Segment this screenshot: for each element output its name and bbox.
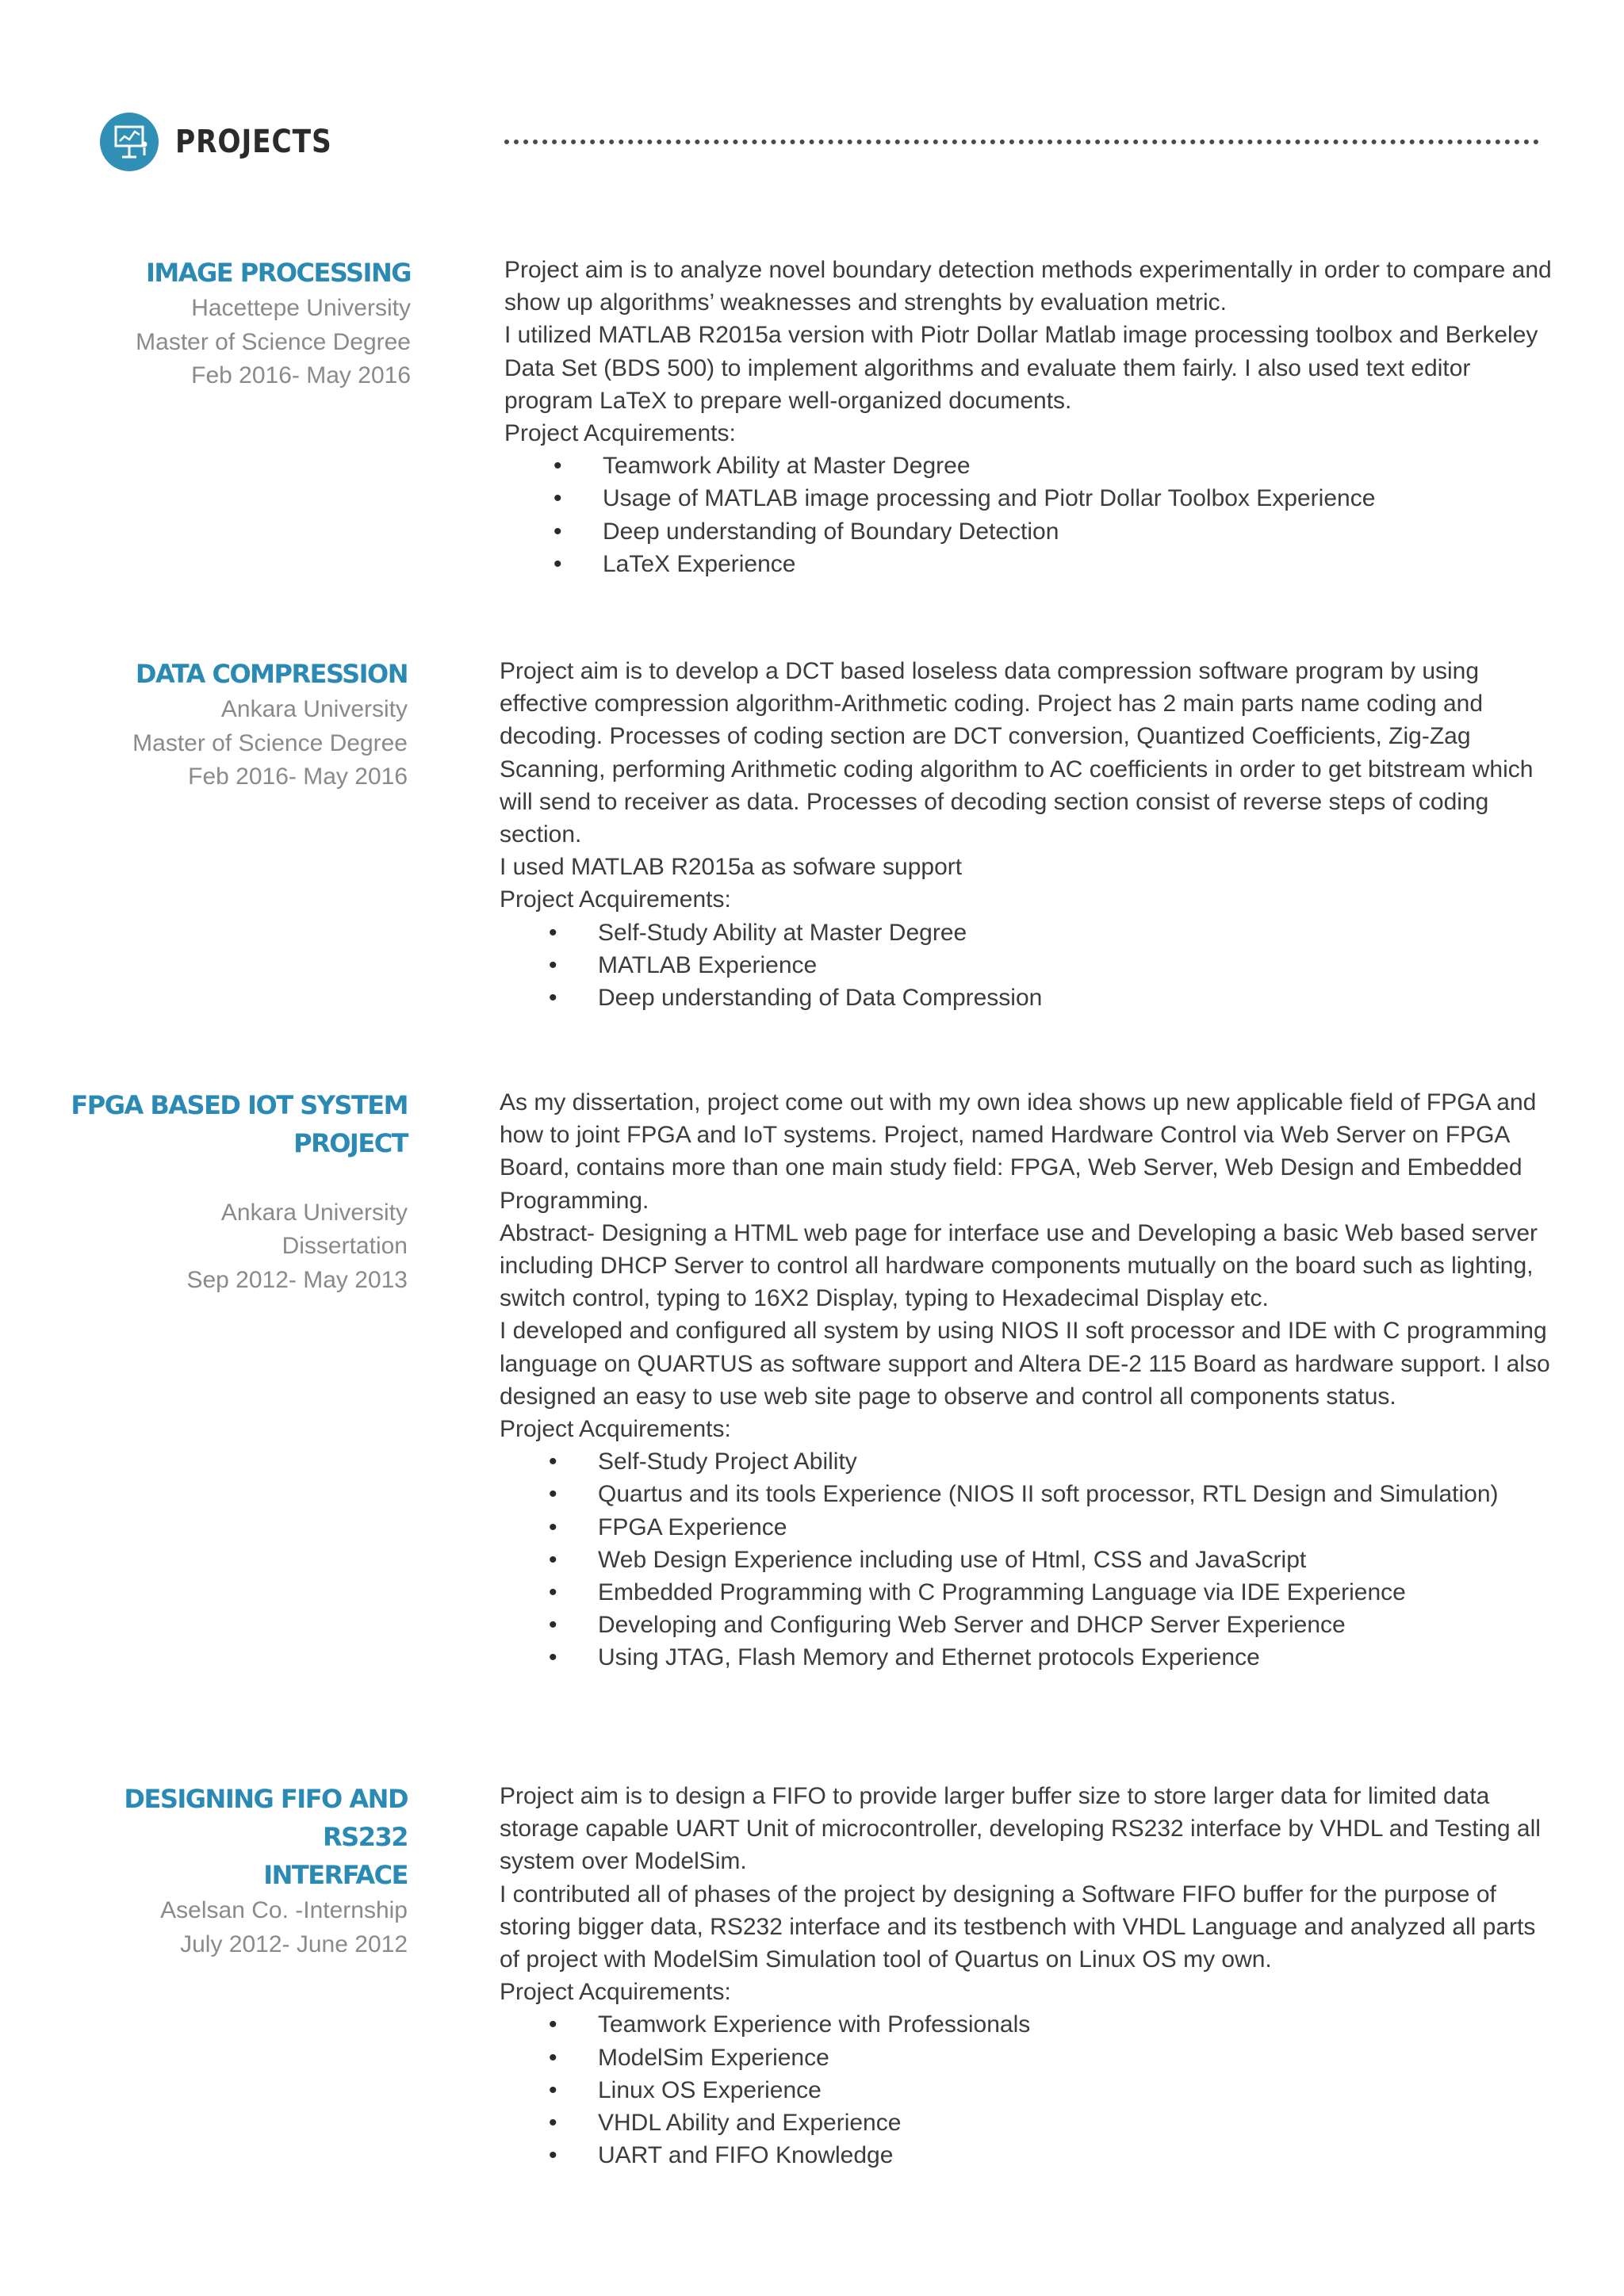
project-paragraph: Project aim is to analyze novel boundary detection methods experimentally in order to compare and show up algorithms’ weaknesses and strenghts by evaluation metric. <box>504 257 1552 316</box>
spacer <box>0 1162 408 1196</box>
list-item: • Usage of MATLAB image processing and Piotr Dollar Toolbox Experience <box>504 482 1559 515</box>
project-paragraph: Project aim is to develop a DCT based loseless data compression software program by using effective compression algorithm-Arithmetic coding. Project has 2 main parts name coding and decoding. Processes of coding section are DCT conversion, Quantized Coefficients, Zig-Zag Scanning, performing Arithmetic coding algorithm to AC coefficients in order to get bitstream which will send to receiver as data. Processes of decoding section consist of reverse steps of coding section. <box>500 658 1534 848</box>
acquirements-list <box>500 2008 1554 2172</box>
project-title: FPGA BASED IOT SYSTEM PROJECT <box>71 1090 408 1158</box>
project-description <box>504 254 1559 580</box>
project-dates: Feb 2016- May 2016 <box>188 763 408 790</box>
project-paragraph: Project aim is to design a FIFO to provide larger buffer size to store larger data for limited data storage capable UART Unit of microcontroller, developing RS232 interface by VHDL and Testing all system over ModelSim. <box>500 1783 1541 1875</box>
project-degree: Master of Science Degree <box>132 729 408 756</box>
project-sidebar <box>59 1780 408 1961</box>
list-item: • VHDL Ability and Experience <box>500 2107 1554 2139</box>
list-item: • Teamwork Ability at Master Degree <box>504 450 1559 482</box>
project-sidebar <box>59 655 408 794</box>
acquirements-list <box>500 1445 1554 1674</box>
project-title-line-1: DESIGNING FIFO AND RS232 <box>124 1784 408 1852</box>
project-title-line-2: INTERFACE <box>263 1860 408 1890</box>
project-dates: Feb 2016- May 2016 <box>191 362 411 389</box>
project-paragraph: Project Acquirements: <box>500 1979 731 2006</box>
acquirements-list <box>504 450 1559 580</box>
project-paragraph: Project Acquirements: <box>500 886 731 913</box>
list-item: • Teamwork Experience with Professionals <box>500 2008 1554 2041</box>
list-item: • ModelSim Experience <box>500 2042 1554 2074</box>
project-degree: Master of Science Degree <box>136 328 411 355</box>
project-paragraph: I used MATLAB R2015a as sofware support <box>500 854 963 881</box>
list-item: • Deep understanding of Data Compression <box>500 982 1554 1014</box>
project-title: DATA COMPRESSION <box>135 659 408 689</box>
section-header <box>100 113 1543 176</box>
project-title: IMAGE PROCESSING <box>145 258 411 288</box>
project-paragraph: Project Acquirements: <box>504 420 736 447</box>
list-item: • FPGA Experience <box>500 1511 1554 1544</box>
acquirements-list <box>500 916 1554 1015</box>
list-item: • UART and FIFO Knowledge <box>500 2139 1554 2172</box>
project-paragraph: I developed and configured all system by using NIOS II soft processor and IDE with C programming language on QUARTUS as software support and Altera DE-2 115 Board as hardware support. I also designed an easy to use web site page to observe and control all components status. <box>500 1318 1550 1410</box>
list-item: • Self-Study Project Ability <box>500 1445 1554 1478</box>
project-institution: Ankara University <box>220 696 408 722</box>
project-dates: Sep 2012- May 2013 <box>186 1266 408 1293</box>
list-item: • Developing and Configuring Web Server and DHCP Server Experience <box>500 1609 1554 1641</box>
list-item: • Embedded Programming with C Programming Language via IDE Experience <box>500 1576 1554 1609</box>
list-item: • Web Design Experience including use of Html, CSS and JavaScript <box>500 1544 1554 1576</box>
project-degree: Dissertation <box>282 1233 408 1260</box>
project-dates: July 2012- June 2012 <box>180 1931 408 1957</box>
project-paragraph: I utilized MATLAB R2015a version with Piotr Dollar Matlab image processing toolbox and Berkeley Data Set (BDS 500) to implement algorithms and evaluate them fairly. I also used text editor program LaTeX to prepare well-organized documents. <box>504 322 1538 414</box>
project-sidebar <box>0 1086 408 1297</box>
dotted-divider <box>504 140 1539 144</box>
project-paragraph: I contributed all of phases of the project by designing a Software FIFO buffer for the purpose of storing bigger data, RS232 interface and its testbench with VHDL Language and analyzed all parts of project with ModelSim Simulation tool of Quartus on Linux OS my own. <box>500 1881 1536 1973</box>
presentation-board-icon <box>100 113 159 171</box>
list-item: • Linux OS Experience <box>500 2074 1554 2107</box>
project-paragraph: As my dissertation, project come out with my own idea shows up new applicable field of FPGA and how to joint FPGA and IoT systems. Project, named Hardware Control via Web Server on FPGA Board, contains more than one main study field: FPGA, Web Server, Web Design and Embedded Programming. <box>500 1089 1537 1214</box>
project-description <box>500 1086 1554 1674</box>
list-item: • Quartus and its tools Experience (NIOS II soft processor, RTL Design and Simulation) <box>500 1478 1554 1510</box>
project-description <box>500 1780 1554 2172</box>
list-item: • LaTeX Experience <box>504 548 1559 580</box>
project-institution: Aselsan Co. -Internship <box>160 1897 408 1923</box>
list-item: • Deep understanding of Boundary Detection <box>504 515 1559 548</box>
project-institution: Ankara University <box>220 1199 408 1226</box>
section-title: PROJECTS <box>175 124 332 160</box>
project-description <box>500 655 1554 1014</box>
list-item: • MATLAB Experience <box>500 949 1554 982</box>
list-item: • Using JTAG, Flash Memory and Ethernet protocols Experience <box>500 1641 1554 1674</box>
project-paragraph: Abstract- Designing a HTML web page for interface use and Developing a basic Web based server including DHCP Server to control all hardware components mutually on the board such as lighting, switch control, typing to 16X2 Display, typing to Hexadecimal Display etc. <box>500 1219 1538 1312</box>
project-institution: Hacettepe University <box>191 295 411 321</box>
project-paragraph: Project Acquirements: <box>500 1416 731 1443</box>
project-sidebar <box>62 254 411 393</box>
list-item: • Self-Study Ability at Master Degree <box>500 916 1554 949</box>
